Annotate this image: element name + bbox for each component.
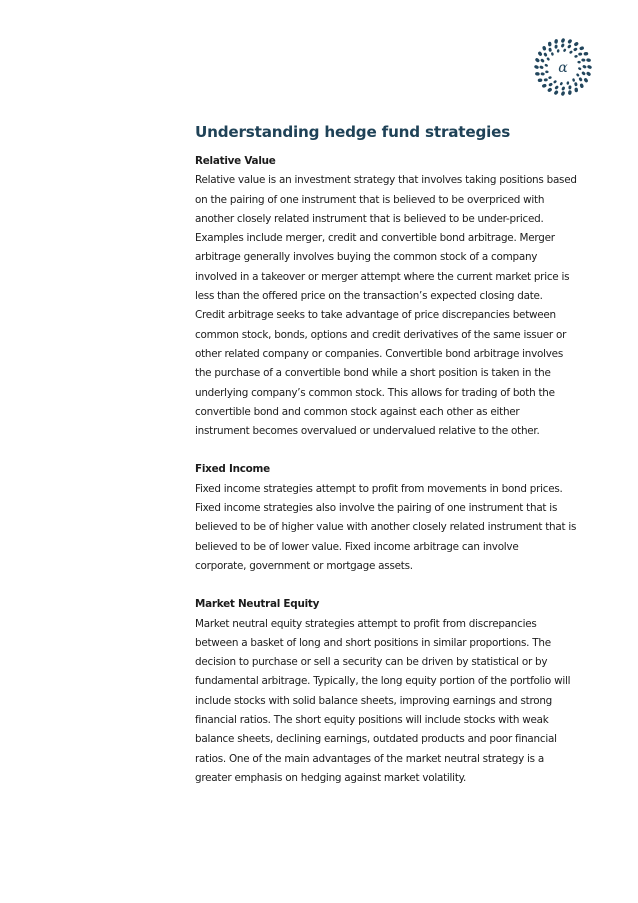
logo-dot bbox=[560, 38, 565, 43]
paragraph-line: Credit arbitrage seeks to take advantage of price discrepancies between bbox=[195, 309, 556, 322]
logo-dot bbox=[540, 58, 545, 63]
logo-dot bbox=[557, 49, 560, 53]
paragraph-line: Fixed income strategies attempt to profit from movements in bond prices. bbox=[195, 482, 563, 495]
paragraph-line: Relative value is an investment strategy that involves taking positions based bbox=[195, 174, 577, 187]
logo-dot bbox=[581, 71, 586, 76]
logo-alpha-symbol: α bbox=[558, 60, 568, 76]
document-body bbox=[195, 122, 597, 807]
page-title: Understanding hedge fund strategies bbox=[195, 123, 511, 141]
logo-dot bbox=[543, 52, 548, 57]
paragraph-line: balance sheets, declining earnings, outdated products and poor financial bbox=[195, 733, 557, 746]
logo-dot bbox=[554, 39, 558, 44]
logo-dot bbox=[573, 47, 578, 52]
section-heading: Fixed Income bbox=[195, 463, 270, 476]
alpha-logo bbox=[534, 38, 592, 96]
logo-dot bbox=[535, 72, 540, 76]
logo-dot bbox=[574, 88, 578, 93]
section-heading: Relative Value bbox=[195, 155, 276, 167]
paragraph-line: arbitrage generally involves buying the common stock of a company bbox=[195, 251, 538, 264]
logo-dot bbox=[563, 48, 567, 52]
logo-dot bbox=[542, 46, 547, 51]
logo-dot bbox=[566, 81, 569, 85]
logo-dot bbox=[540, 72, 544, 75]
paragraph-line: between a basket of long and short positions in similar proportions. The bbox=[195, 636, 551, 649]
logo-dot bbox=[554, 44, 557, 48]
logo-dot bbox=[561, 43, 565, 48]
logo-dot bbox=[587, 64, 592, 69]
paragraph-line: the purchase of a convertible bond while a short position is taken in the bbox=[195, 367, 551, 380]
paragraph-line: decision to purchase or sell a security can be driven by statistical or by bbox=[195, 656, 548, 669]
paragraph-line: on the pairing of one instrument that is believed to be overpriced with bbox=[195, 193, 545, 206]
logo-dot bbox=[548, 48, 552, 53]
paragraph-line: greater emphasis on hedging against market volatility. bbox=[195, 771, 467, 784]
paragraph-line: other related company or companies. Convertible bond arbitrage involves bbox=[195, 347, 563, 360]
logo-dot bbox=[586, 58, 591, 62]
logo-dot bbox=[573, 41, 579, 46]
sections-container bbox=[195, 152, 597, 788]
logo-dot bbox=[567, 39, 573, 45]
paragraph-line: convertible bond and common stock against each other as either bbox=[195, 405, 520, 418]
logo-dot bbox=[534, 64, 539, 69]
section-paragraph bbox=[195, 171, 597, 441]
logo-dot bbox=[545, 70, 549, 73]
paragraph-line: financial ratios. The short equity positions will include stocks with weak bbox=[195, 714, 549, 727]
logo-dot bbox=[574, 55, 578, 58]
logo-dot bbox=[560, 91, 565, 96]
logo-dot bbox=[569, 50, 573, 54]
logo-dot bbox=[559, 82, 563, 86]
logo-dot bbox=[579, 83, 584, 88]
logo-dot bbox=[548, 76, 552, 79]
logo-dot bbox=[578, 77, 583, 82]
logo-dot bbox=[582, 65, 587, 69]
logo-dot bbox=[554, 85, 559, 90]
paragraph-line: include stocks with solid balance sheets, improving earnings and strong bbox=[195, 694, 553, 707]
logo-dot bbox=[578, 52, 583, 56]
logo-dot bbox=[553, 80, 557, 84]
paragraph-line: instrument becomes overvalued or undervalued relative to the other. bbox=[195, 425, 540, 438]
paragraph-line: fundamental arbitrage. Typically, the long equity portion of the portfolio will bbox=[195, 675, 571, 688]
logo-dot bbox=[579, 46, 584, 51]
paragraph-line: believed to be of lower value. Fixed income arbitrage can involve bbox=[195, 540, 519, 553]
logo-dot bbox=[548, 82, 553, 87]
logo-dot bbox=[546, 57, 550, 61]
paragraph-line: Fixed income strategies also involve the pairing of one instrument that is bbox=[195, 502, 558, 515]
paragraph-line: Examples include merger, credit and convertible bond arbitrage. Merger bbox=[195, 232, 555, 245]
logo-dot bbox=[544, 63, 548, 67]
logo-dot bbox=[568, 90, 572, 95]
logo-dot bbox=[548, 42, 552, 47]
logo-dot bbox=[581, 58, 585, 61]
paragraph-line: underlying company’s common stock. This allows for trading of both the bbox=[195, 386, 555, 399]
logo-dot bbox=[572, 78, 575, 82]
section-heading: Market Neutral Equity bbox=[195, 598, 320, 611]
paragraph-line: involved in a takeover or merger attempt where the current market price is bbox=[195, 270, 570, 283]
logo-dot bbox=[578, 67, 582, 71]
logo-dot bbox=[544, 78, 549, 82]
logo-dot bbox=[584, 52, 589, 56]
logo-dot bbox=[583, 77, 588, 83]
section-relative-value bbox=[195, 152, 597, 441]
logo-dot bbox=[535, 57, 541, 63]
logo-dot bbox=[551, 52, 554, 56]
paragraph-line: ratios. One of the main advantages of the market neutral strategy is a bbox=[195, 752, 545, 765]
paragraph-line: Market neutral equity strategies attempt to profit from discrepancies bbox=[195, 617, 537, 630]
logo-dot bbox=[574, 82, 578, 87]
logo-dot bbox=[561, 86, 565, 91]
paragraph-line: another closely related instrument that is believed to be under-priced. bbox=[195, 212, 544, 225]
logo-dot bbox=[539, 65, 544, 69]
logo-dot bbox=[553, 90, 559, 96]
section-fixed-income bbox=[195, 460, 597, 576]
logo-dot bbox=[586, 71, 592, 77]
logo-dot bbox=[567, 44, 572, 49]
logo-dot bbox=[576, 73, 580, 77]
paragraph-line: common stock, bonds, options and credit derivatives of the same issuer or bbox=[195, 328, 567, 341]
logo-dot bbox=[568, 85, 571, 89]
paragraph-line: less than the offered price on the transaction’s expected closing date. bbox=[195, 290, 543, 303]
section-market-neutral-equity bbox=[195, 595, 597, 788]
logo-dot bbox=[542, 83, 547, 88]
paragraph-line: corporate, government or mortgage assets. bbox=[195, 559, 413, 572]
logo-dot bbox=[538, 78, 543, 82]
section-paragraph bbox=[195, 615, 597, 789]
logo-dot bbox=[537, 51, 542, 57]
section-paragraph bbox=[195, 480, 597, 576]
logo-dot bbox=[577, 61, 581, 64]
paragraph-line: believed to be of higher value with another closely related instrument that is bbox=[195, 521, 577, 534]
logo-dot bbox=[547, 87, 553, 92]
